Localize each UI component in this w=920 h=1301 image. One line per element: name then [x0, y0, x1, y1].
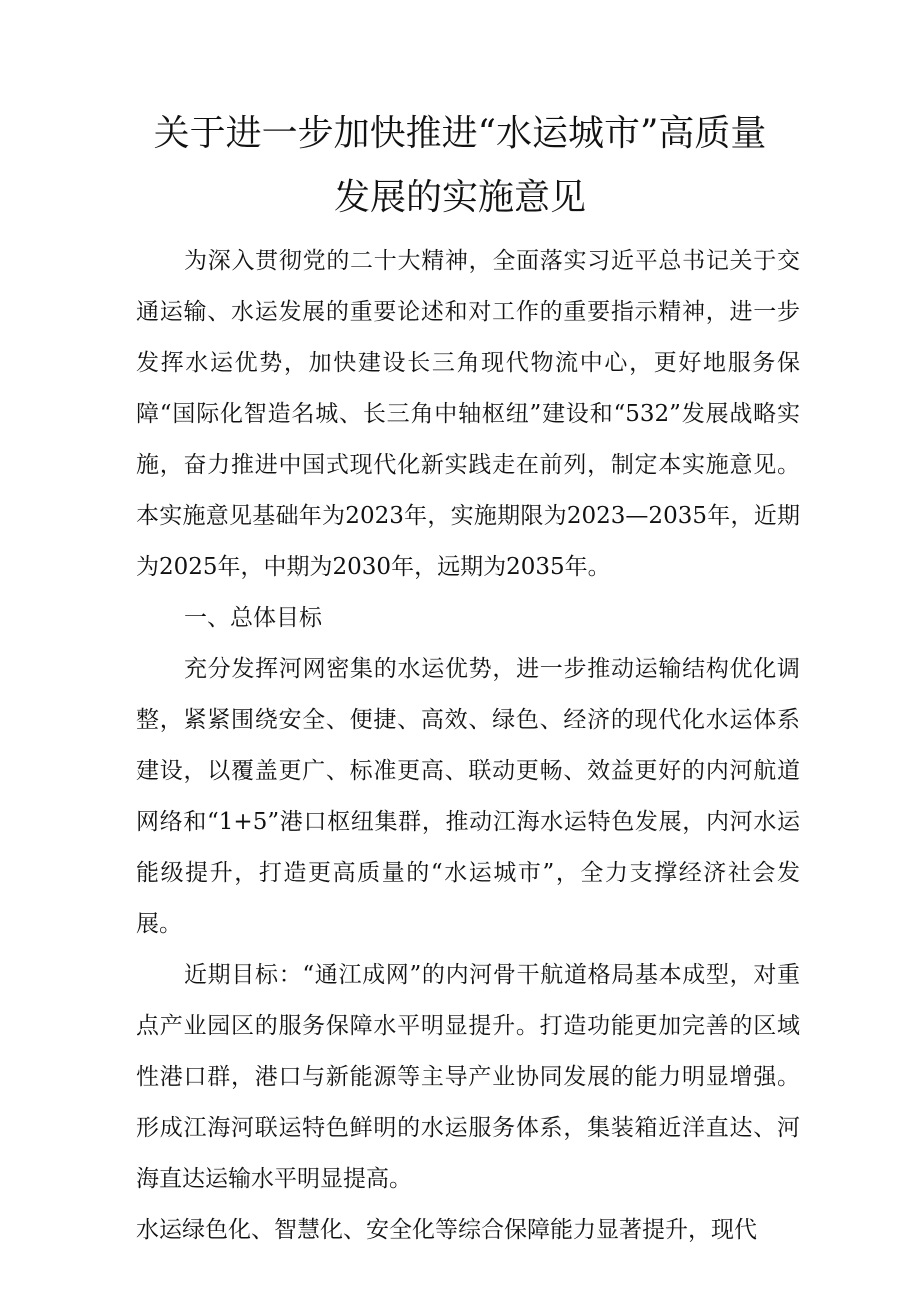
- overall-goals-paragraph: 充分发挥河网密集的水运优势，进一步推动运输结构优化调整，紧紧围绕安全、便捷、高效、绿色、经济的现代化水运体系建设，以覆盖更广、标准更高、联动更畅、效益更好的内河航道网络和“1+5”港口枢纽集群，推动江海水运特色发展，内河水运能级提升，打造更高质量的“水运城市”，全力支撑经济社会发展。: [136, 656, 800, 937]
- document-title-line-2: 发展的实施意见: [333, 177, 586, 218]
- document-title-line-1: 关于进一步加快推进“水运城市”高质量: [153, 113, 767, 154]
- document-body: [136, 236, 800, 1256]
- intro-paragraph: 为深入贯彻党的二十大精神，全面落实习近平总书记关于交通运输、水运发展的重要论述和对工作的重要指示精神，进一步发挥水运优势，加快建设长三角现代物流中心，更好地服务保障“国际化智造名城、长三角中轴枢纽”建设和“532”发展战略实施，奋力推进中国式现代化新实践走在前列，制定本实施意见。本实施意见基础年为2023年，实施期限为2023—2035年，近期为2025年，中期为2030年，远期为2035年。: [136, 248, 800, 580]
- continued-paragraph: 水运绿色化、智慧化、安全化等综合保障能力显著提升，现代: [136, 1217, 757, 1243]
- section-heading-overall-goals: 一、总体目标: [184, 605, 322, 631]
- near-term-goals-paragraph: 近期目标：“通江成网”的内河骨干航道格局基本成型，对重点产业园区的服务保障水平明显提升。打造功能更加完善的区域性港口群，港口与新能源等主导产业协同发展的能力明显增强。形成江海河联运特色鲜明的水运服务体系，集装箱近洋直达、河海直达运输水平明显提高。: [136, 962, 800, 1192]
